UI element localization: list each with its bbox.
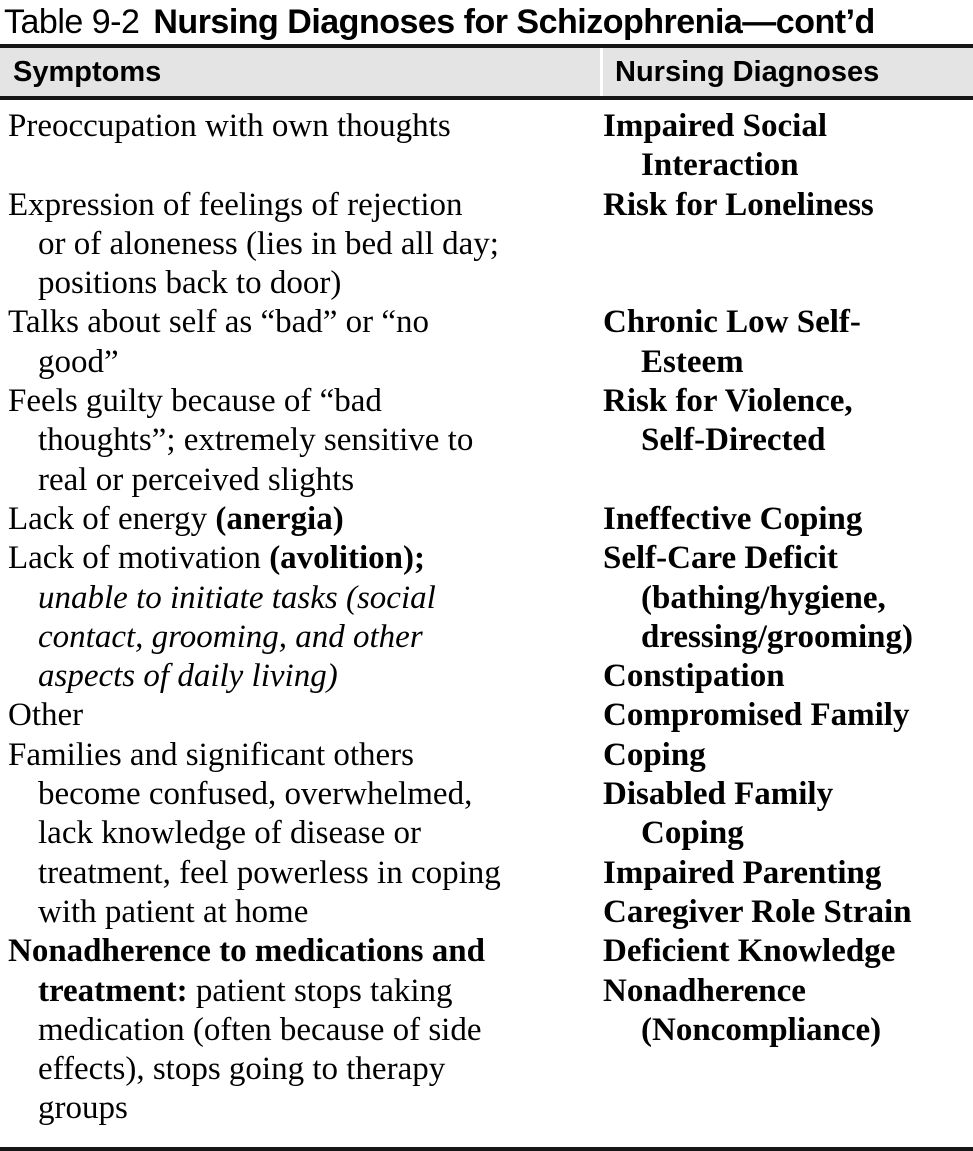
symptom-line: thoughts”; extremely sensitive to xyxy=(38,422,474,459)
diagnosis-line: Interaction xyxy=(641,147,799,184)
diagnosis-line: Coping xyxy=(641,815,744,852)
table-heading: Nursing Diagnoses for Schizophrenia—cont’d xyxy=(153,2,875,41)
table-number: Table 9-2 xyxy=(4,2,140,41)
symptom-line: Talks about self as “bad” or “no xyxy=(8,304,430,341)
symptom-line: positions back to door) xyxy=(38,265,342,302)
diagnosis-line: Impaired Social xyxy=(603,108,827,144)
symptoms-column xyxy=(8,107,603,1129)
diagnosis-line xyxy=(603,461,973,500)
symptom-line: Other xyxy=(8,697,84,734)
diagnoses-header-label: Nursing Diagnoses xyxy=(615,55,880,88)
symptoms-column-header xyxy=(0,48,600,96)
symptom-line: Nonadherence to medications and xyxy=(8,933,485,970)
symptom-line: treatment: patient stops taking xyxy=(38,972,453,1009)
diagnosis-line xyxy=(603,1089,973,1128)
diagnosis-line xyxy=(603,225,973,264)
table-body xyxy=(0,100,973,1129)
symptom-line: become confused, overwhelmed, xyxy=(38,776,473,813)
diagnosis-line: Esteem xyxy=(641,343,744,380)
diagnosis-line: Caregiver Role Strain xyxy=(603,893,912,930)
symptom-line xyxy=(8,146,603,185)
diagnosis-line: dressing/grooming) xyxy=(641,618,913,655)
symptom-line: effects), stops going to therapy xyxy=(38,1051,446,1088)
diagnosis-line: Constipation xyxy=(603,658,785,695)
diagnosis-line xyxy=(603,1050,973,1089)
diagnosis-line: Impaired Parenting xyxy=(603,854,882,891)
symptom-line: Expression of feelings of rejection xyxy=(8,186,463,223)
diagnosis-line: Risk for Violence, xyxy=(603,383,853,420)
symptoms-header-label: Symptoms xyxy=(13,55,162,88)
diagnosis-line: Nonadherence xyxy=(603,972,806,1009)
symptom-line: medication (often because of side xyxy=(38,1011,482,1048)
symptom-line: or of aloneness (lies in bed all day; xyxy=(38,225,499,262)
bottom-rule xyxy=(0,1147,973,1151)
symptom-line: Preoccupation with own thoughts xyxy=(8,108,451,144)
column-header-row xyxy=(0,48,973,96)
diagnoses-column xyxy=(603,107,973,1129)
diagnosis-line: Self-Care Deficit xyxy=(603,540,838,577)
diagnosis-line: Self-Directed xyxy=(641,422,826,459)
table-title xyxy=(0,0,973,44)
diagnoses-column-header xyxy=(603,48,973,96)
symptom-line: groups xyxy=(38,1090,128,1127)
symptom-line: aspects of daily living) xyxy=(38,658,338,695)
symptom-line: contact, grooming, and other xyxy=(38,618,423,655)
diagnosis-line xyxy=(603,264,973,303)
diagnosis-line: Chronic Low Self- xyxy=(603,304,861,341)
symptom-line: unable to initiate tasks (social xyxy=(38,579,436,616)
diagnosis-line: (Noncompliance) xyxy=(641,1011,882,1048)
diagnosis-line: Risk for Loneliness xyxy=(603,186,874,223)
symptom-line: Lack of energy (anergia) xyxy=(8,500,344,537)
diagnosis-line: Compromised Family xyxy=(603,697,910,734)
symptom-line: with patient at home xyxy=(38,893,309,930)
symptom-line: good” xyxy=(38,343,119,380)
symptom-line: Families and significant others xyxy=(8,736,415,773)
symptom-line: Feels guilty because of “bad xyxy=(8,383,382,420)
symptom-line: real or perceived slights xyxy=(38,461,355,498)
symptom-line: lack knowledge of disease or xyxy=(38,815,422,852)
diagnosis-line: Ineffective Coping xyxy=(603,500,863,537)
diagnosis-line: (bathing/hygiene, xyxy=(641,579,886,616)
symptom-line: treatment, feel powerless in coping xyxy=(38,854,501,891)
diagnosis-line: Coping xyxy=(603,736,706,773)
diagnosis-line: Deficient Knowledge xyxy=(603,933,896,970)
symptom-line: Lack of motivation (avolition); xyxy=(8,540,426,577)
diagnosis-line: Disabled Family xyxy=(603,776,834,813)
